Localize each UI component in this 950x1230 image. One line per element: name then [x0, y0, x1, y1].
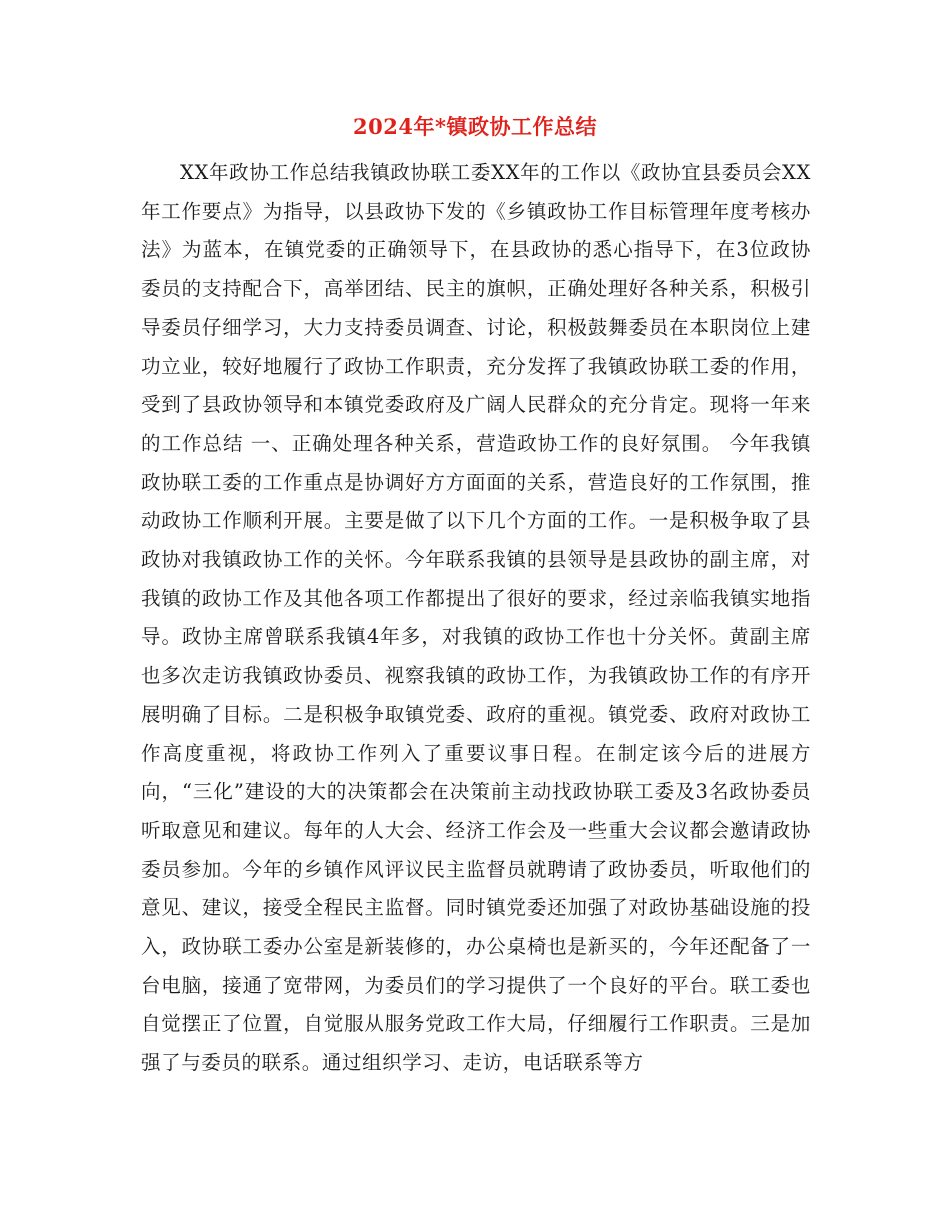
document-title: 2024年*镇政协工作总结 [353, 114, 597, 139]
document-body-paragraph: XX年政协工作总结我镇政协联工委XX年的工作以《政协宜县委员会XX年工作要点》为指导，以县政协下发的《乡镇政协工作目标管理年度考核办法》为蓝本，在镇党委的正确领导下，在县政协的悉心指导下，在3位政协委员的支持配合下，高举团结、民主的旗帜，正确处理好各种关系，积极引导委员仔细学习，大力支持委员调查、讨论，积极鼓舞委员在本职岗位上建功立业，较好地履行了政协工作职责，充分发挥了我镇政协联工委的作用，受到了县政协领导和本镇党委政府及广阔人民群众的充分肯定。现将一年来的工作总结 一、正确处理各种关系，营造政协工作的良好氛围。 今年我镇政协联工委的工作重点是协调好方方面面的关系，营造良好的工作氛围，推动政协工作顺利开展。主要是做了以下几个方面的工作。一是积极争取了县政协对我镇政协工作的关怀。今年联系我镇的县领导是县政协的副主席，对我镇的政协工作及其他各项工作都提出了很好的要求，经过亲临我镇实地指导。政协主席曾联系我镇4年多，对我镇的政协工作也十分关怀。黄副主席也多次走访我镇政协委员、视察我镇的政协工作，为我镇政协工作的有序开展明确了目标。二是积极争取镇党委、政府的重视。镇党委、政府对政协工作高度重视，将政协工作列入了重要议事日程。在制定该今后的进展方向，“三化”建设的大的决策都会在决策前主动找政协联工委及3名政协委员听取意见和建议。每年的人大会、经济工作会及一些重大会议都会邀请政协委员参加。今年的乡镇作风评议民主监督员就聘请了政协委员，听取他们的意见、建议，接受全程民主监督。同时镇党委还加强了对政协基础设施的投入，政协联工委办公室是新装修的，办公桌椅也是新买的，今年还配备了一台电脑，接通了宽带网，为委员们的学习提供了一个良好的平台。联工委也自觉摆正了位置，自觉服从服务党政工作大局，仔细履行工作职责。三是加强了与委员的联系。通过组织学习、走访，电话联系等方 [141, 161, 811, 1075]
